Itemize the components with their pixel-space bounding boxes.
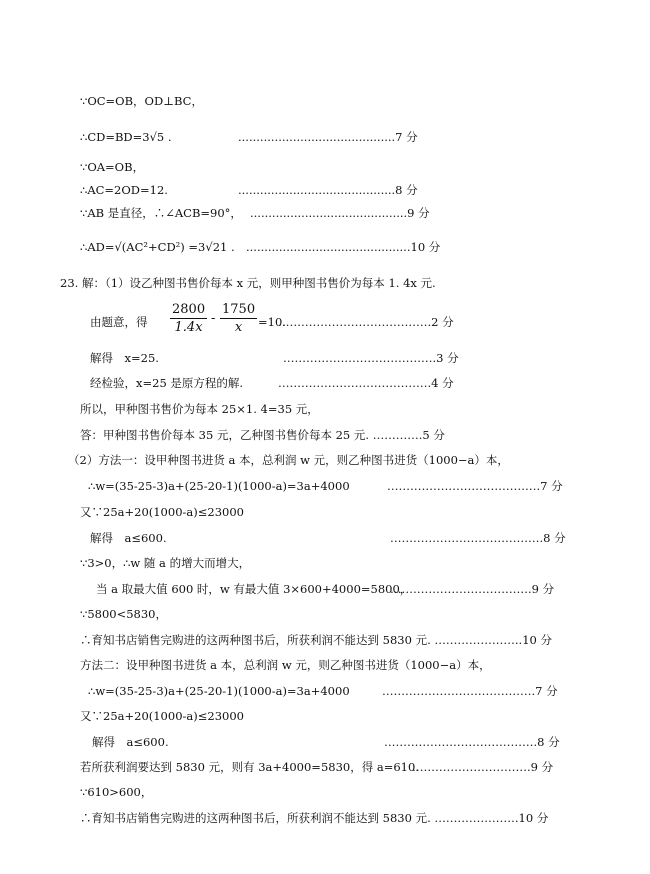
text-line: 所以，甲种图书售价为每本 25×1. 4=35 元， <box>80 402 319 416</box>
text-line: ∴AD=√(AC²+CD²) =3√21 . <box>80 240 235 254</box>
score-dots: ...........................................7 分 <box>238 130 418 144</box>
text-line: ∴AC=2OD=12. <box>80 183 168 197</box>
text-line: 解得 x=25. <box>90 351 159 365</box>
score-dots: ……………………………….9 分 <box>390 582 555 596</box>
fraction-denominator: 1.4x <box>174 320 203 335</box>
text-line: ∴CD=BD=3√5 . <box>80 130 172 144</box>
text-line: 答：甲种图书售价每本 35 元，乙种图书售价每本 25 元. ………….5 分 <box>80 428 445 442</box>
text-line: ∵AB 是直径，∴∠ACB=90°， <box>80 206 242 220</box>
score-dots: ………………………………….8 分 <box>384 735 560 749</box>
text-line: 由题意，得 <box>90 315 148 329</box>
text-line: （2）方法一：设甲种图书进货 a 本，总利润 w 元，则乙种图书进货（1000−a）本， <box>68 453 509 467</box>
text-line: 又∵25a+20(1000-a)≤23000 <box>80 505 244 519</box>
text-line: 又∵25a+20(1000-a)≤23000 <box>80 709 244 723</box>
score-dots: ………………………………….4 分 <box>278 376 454 390</box>
problem-23-heading: 23. 解：（1）设乙种图书售价每本 x 元，则甲种图书售价为每本 1. 4x 元. <box>60 276 436 290</box>
text-line: 当 a 取最大值 600 时，w 有最大值 3×600+4000=5800， <box>96 582 412 596</box>
text-line: ∴w=(35-25-3)a+(25-20-1)(1000-a)=3a+4000 <box>88 479 350 493</box>
text-line: ∵3>0，∴w 随 a 的增大而增大， <box>80 556 251 570</box>
fraction-2800-over-1.4x <box>170 302 207 336</box>
score-dots: ………………………………….7 分 <box>382 684 558 698</box>
text-line: ∵OC=OB，OD⊥BC， <box>80 94 203 108</box>
text-line: 解得 a≤600. <box>92 735 169 749</box>
fraction-numerator: 1750 <box>222 302 256 317</box>
text-line: ∴育知书店销售完购进的这两种图书后，所获利润不能达到 5830 元. ………………….10 分 <box>80 811 549 825</box>
text-line: ∴育知书店销售完购进的这两种图书后，所获利润不能达到 5830 元. …………………..10 分 <box>80 633 552 647</box>
score-dots: ………………………………….3 分 <box>283 351 459 365</box>
fraction-numerator: 2800 <box>172 302 206 317</box>
text-line: ∴w=(35-25-3)a+(25-20-1)(1000-a)=3a+4000 <box>88 684 350 698</box>
text-line: 经检验，x=25 是原方程的解. <box>90 376 244 390</box>
score-dots: ………………………………….7 分 <box>387 479 563 493</box>
fraction-denominator: x <box>234 320 243 335</box>
score-dots: .............................................10 分 <box>246 240 441 254</box>
equation-rhs: =10. <box>258 315 286 329</box>
fraction-1750-over-x <box>220 302 257 336</box>
text-line: 解得 a≤600. <box>90 531 167 545</box>
score-dots: ………………………………….8 分 <box>390 531 566 545</box>
text-line: ∵610>600， <box>80 785 153 799</box>
minus-sign: - <box>211 311 216 326</box>
score-dots: ………………………….9 分 <box>412 760 554 774</box>
score-dots: ...........................................9 分 <box>250 206 430 220</box>
text-line: 方法二：设甲种图书进货 a 本，总利润 w 元，则乙种图书进货（1000−a）本， <box>80 658 491 672</box>
text-line: 若所获利润要达到 5830 元，则有 3a+4000=5830，得 a=610. <box>80 760 419 774</box>
score-dots: ...........................................8 分 <box>238 183 418 197</box>
text-line: ∵OA=OB， <box>80 160 145 174</box>
score-dots: ………………………………….2 分 <box>278 315 454 329</box>
text-line: ∵5800<5830， <box>80 607 167 621</box>
